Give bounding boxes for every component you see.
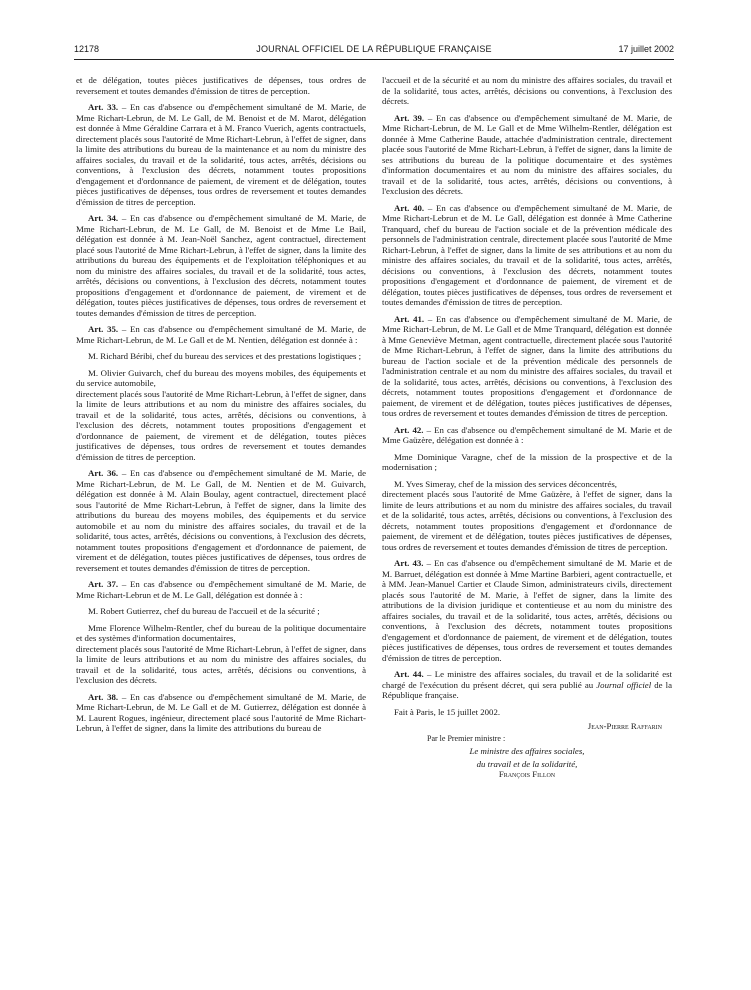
header-rule [74, 59, 674, 60]
article-41 [382, 314, 672, 419]
signature-minister-title-2: du travail et de la solidarité, [476, 758, 578, 769]
article-text: – En cas d'absence ou d'empêchement simultané de M. Marie, de Mme Richart-Lebrun, de M. Le Gall et de Mme Wilhelm-Rentler, délégation est donnée à Mme Catherine Baude, attachée d'administration centrale, directement placée sous l'autorité de Mme Richart-Lebrun, à l'effet de signer, dans la limite de ses attributions du bureau de la politique documentaire et des systèmes d'information documentaires et au nom du ministre des affaires sociales, du travail et de la solidarité, tous actes, arrêtés, décisions ou conventions, à l'exclusion des décrets. [382, 112, 672, 196]
article-40 [382, 203, 672, 308]
page-header [74, 44, 674, 58]
article-text: – En cas d'absence ou d'empêchement simultané de M. Marie, de Mme Richart-Lebrun, de M. Le Gall, de M. Benoist et de M. Marot, délégation est donnée à Mme Géraldine Carrara et à M. Franco Vuerich, agents contractuels, directement placés sous l'autorité de Mme Richart-Lebrun, à l'effet de signer, dans la limite des attributions du bureau de la maintenance et au nom du ministre des affaires sociales, du travail et de la solidarité, tous actes, arrêtés, décisions ou conventions, à l'exclusion des décrets, notamment toutes propositions d'engagement et d'ordonnance de paiement, de virement et de délégation, toutes pièces justificatives de dépenses, tous ordres de reversement et toutes demandes d'émission de titres de perception. [76, 102, 366, 207]
article-label: Art. 39. [394, 112, 425, 123]
signature-pm-name: Jean-Pierre Raffarin [587, 721, 662, 731]
paragraph-continuation: et de délégation, toutes pièces justificatives de dépenses, tous ordres de reversement et toutes demandes d'émission de titres de perception. [76, 75, 366, 96]
signature-place-date: Fait à Paris, le 15 juillet 2002. [394, 706, 501, 717]
article-label: Art. 36. [88, 468, 119, 478]
article-text: – En cas d'absence ou d'empêchement simultané de M. Marie, de Mme Richart-Lebrun, de M. Le Gall, de M. Benoist et de Mme Le Bail, délégation est donnée à M. Jean-Noël Sanchez, agent contractuel, directement placé sous l'autorité de Mme Richart-Lebrun, à l'effet de signer, dans la limite des attributions du bureau des équipements et de l'exploitation téléphoniques et au nom du ministre des affaires sociales, du travail et de la solidarité, tous actes, arrêtés, décisions ou conventions, à l'exclusion des décrets, notamment toutes propositions d'engagement et d'ordonnance de paiement, de virement et de délégation, toutes pièces justificatives de dépenses, tous ordres de reversement et toutes demandes d'émission de titres de perception. [76, 213, 366, 318]
article-text: – En cas d'absence ou d'empêchement simultané de M. Marie, de Mme Richart-Lebrun, de M. Le Gall et de Mme Tranquard, délégation est donnée à Mme Geneviève Metman, agent contractuelle, directement placée sous l'autorité de Mme Richart-Lebrun, à l'effet de signer, dans la limite des attributions du bureau de l'action sociale et de la prévention médicale des personnels de l'administration centrale et au nom du ministre des affaires sociales, du travail et de la solidarité, tous actes, arrêtés, décisions ou conventions, à l'exclusion des décrets, notamment toutes propositions d'engagement et d'ordonnance de paiement, de virement et de délégation, toutes pièces justificatives de dépenses, tous ordres de reversement et toutes demandes d'émission de titres de perception. [382, 313, 672, 418]
article-38 [76, 692, 366, 734]
journal-title: JOURNAL OFFICIEL DE LA RÉPUBLIQUE FRANÇAISE [256, 44, 492, 54]
article-42-body: directement placés sous l'autorité de Mme Gaüzère, à l'effet de signer, dans la limite de leurs attributions et au nom du ministre des affaires sociales, du travail et de la solidarité, tous actes, arrêtés, décisions ou conventions, à l'exclusion des décrets, notamment toutes propositions d'engagement et d'ordonnance de paiement, de virement et de délégation, toutes pièces justificatives de dépenses, tous ordres de reversement et toutes demandes d'émission de titres de perception. [382, 489, 672, 552]
article-text: – En cas d'absence ou d'empêchement simultané de M. Marie et de M. Barruet, délégation est donnée à Mme Martine Barbieri, agent contractuelle, et à MM. Jean-Manuel Cartier et Claude Simon, administrateurs civils, directement placés sous l'autorité de M. Marie, à l'effet de signer, dans la limite des attributions de la division juridique et contentieuse et au nom du ministre des affaires sociales, du travail et de la solidarité, tous actes, arrêtés, décisions ou conventions, à l'exclusion des décrets, notamment toutes propositions d'engagement et d'ordonnance de paiement, de virement et de délégation, toutes pièces justificatives de dépenses, tous ordres de reversement et toutes demandes d'émission de titres de perception. [382, 558, 672, 663]
article-44 [382, 669, 672, 701]
article-label: Art. 44. [394, 669, 424, 679]
article-42 [382, 425, 672, 446]
article-text: – En cas d'absence ou d'empêchement simultané de M. Marie, de Mme Richart-Lebrun et de M. Le Gall, délégation est donnée à Mme Catherine Tranquard, chef du bureau de l'action sociale et de la prévention médicale des personnels de l'administration centrale, directement placée sous l'autorité de Mme Richart-Lebrun, à l'effet de signer, dans la limite de ses attributions et au nom du ministre des affaires sociales, du travail et de la solidarité, tous actes, arrêtés, décisions ou conventions, à l'exclusion des décrets, notamment toutes propositions d'engagement et d'ordonnance de paiement, de virement et de délégation, toutes pièces justificatives de dépenses, tous ordres de reversement et toutes demandes d'émission de titres de perception. [382, 202, 672, 307]
left-column [76, 75, 366, 740]
article-label: Art. 33. [88, 102, 119, 112]
article-label: Art. 40. [394, 202, 425, 213]
article-text: – En cas d'absence ou d'empêchement simultané de M. Marie, de Mme Richart-Lebrun, de M. Le Gall, de M. Nentien et de M. Guivarch, délégation est donnée à M. Alain Boulay, agent contractuel, directement placé sous l'autorité de Mme Richart-Lebrun, à l'effet de signer, dans la limite des attributions du bureau des moyens mobiles, des équipements et du service automobile et au nom du ministre des affaires sociales, du travail et de la solidarité, tous actes, arrêtés, décisions ou conventions, à l'exclusion des décrets, notamment toutes propositions d'engagement et d'ordonnance de paiement, de virement et de délégation, toutes pièces justificatives de dépenses, tous ordres de reversement et toutes demandes d'émission de titres de perception. [76, 468, 366, 573]
signature-minister-title-1: Le ministre des affaires sociales, [469, 746, 585, 756]
article-36 [76, 468, 366, 573]
page-number: 12178 [74, 44, 100, 54]
article-label: Art. 41. [394, 313, 425, 324]
article-text: – En cas d'absence ou d'empêchement simultané de M. Marie et de Mme Gaüzère, délégation est donnée à : [382, 424, 672, 445]
article-label: Art. 35. [88, 324, 119, 334]
paragraph-continuation: l'accueil et de la sécurité et au nom du ministre des affaires sociales, du travail et de la solidarité, tous actes, arrêtés, décisions ou conventions, à l'exclusion des décrets. [382, 75, 672, 106]
publication-date: 17 juillet 2002 [618, 44, 674, 54]
article-text: – Le ministre des affaires sociales, du travail et de la solidarité est chargé de l'exécution du présent décret, qui sera publié au [382, 669, 672, 690]
article-37 [76, 579, 366, 600]
article-35-item: M. Richard Béribi, chef du bureau des services et des prestations logistiques ; [88, 351, 362, 361]
article-43 [382, 558, 672, 663]
article-label: Art. 38. [88, 691, 119, 702]
article-39 [382, 113, 672, 197]
article-35 [76, 324, 366, 345]
article-35-item: M. Olivier Guivarch, chef du bureau des moyens mobiles, des équipements et du service automobile, [76, 367, 366, 388]
article-text: – En cas d'absence ou d'empêchement simultané de M. Marie, de Mme Richart-Lebrun, de M. Le Gall et de M. Nentien, délégation est donnée à : [76, 324, 366, 345]
article-37-item: M. Robert Gutierrez, chef du bureau de l'accueil et de la sécurité ; [88, 606, 320, 616]
article-34 [76, 213, 366, 318]
article-text: – En cas d'absence ou d'empêchement simultané de M. Marie, de Mme Richart-Lebrun, de M. Le Gall et de M. Gutierrez, délégation est donnée à M. Laurent Rogues, ingénieur, directement placé sous l'autorité de Mme Richart-Lebrun, à l'effet de signer, dans la limite des attributions du bureau de [76, 691, 366, 733]
signature-by-pm: Par le Premier ministre : [427, 733, 506, 743]
article-label: Art. 43. [394, 558, 424, 568]
article-35-body: directement placés sous l'autorité de Mme Richart-Lebrun, à l'effet de signer, dans la limite de leurs attributions et au nom du ministre des affaires sociales, du travail et de la solidarité, tous actes, arrêtés, décisions ou conventions, à l'exclusion des décrets, notamment toutes propositions d'engagement et d'ordonnance de paiement, de virement et de délégation, toutes pièces justificatives de dépenses, tous ordres de reversement et toutes demandes d'émission de titres de perception. [76, 388, 366, 462]
article-label: Art. 42. [394, 424, 424, 435]
article-label: Art. 34. [88, 213, 119, 223]
article-37-body: directement placés sous l'autorité de Mme Richart-Lebrun, à l'effet de signer, dans la limite de leurs attributions et au nom du ministre des affaires sociales, du travail et de la solidarité, tous actes, arrêtés, décisions ou conventions, à l'exclusion des décrets. [76, 643, 366, 685]
article-42-item: Mme Dominique Varagne, chef de la mission de la prospective et de la modernisation ; [382, 451, 672, 472]
article-text: – En cas d'absence ou d'empêchement simultané de M. Marie, de Mme Richart-Lebrun et de M. Le Gall, délégation est donnée à : [76, 579, 366, 600]
article-label: Art. 37. [88, 579, 119, 589]
article-33 [76, 102, 366, 207]
article-text-end: de la République française. [382, 679, 672, 700]
signature-minister-name: François Fillon [498, 769, 556, 779]
article-37-item: Mme Florence Wilhelm-Rentler, chef du bureau de la politique documentaire et des systèmes d'information documentaires, [76, 622, 366, 643]
journal-name: Journal officiel [596, 679, 652, 690]
article-42-item: M. Yves Simeray, chef de la mission des services déconcentrés, [394, 478, 617, 489]
right-column [382, 75, 672, 780]
